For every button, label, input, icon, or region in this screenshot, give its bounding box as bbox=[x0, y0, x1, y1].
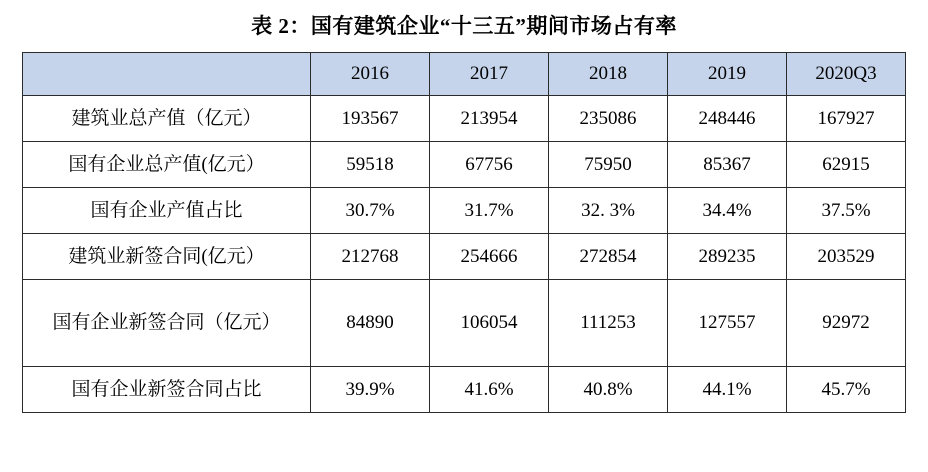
table-cell: 30.7% bbox=[311, 188, 430, 234]
column-header-2020q3: 2020Q3 bbox=[787, 53, 906, 96]
table-row bbox=[23, 234, 906, 280]
row-label: 国有企业新签合同（亿元） bbox=[23, 280, 311, 367]
table-cell: 193567 bbox=[311, 96, 430, 142]
table-cell: 32. 3% bbox=[549, 188, 668, 234]
market-share-table bbox=[22, 52, 906, 413]
table-cell: 44.1% bbox=[668, 367, 787, 413]
table-cell: 37.5% bbox=[787, 188, 906, 234]
table-cell: 31.7% bbox=[430, 188, 549, 234]
table-container bbox=[0, 52, 928, 413]
row-label: 国有企业新签合同占比 bbox=[23, 367, 311, 413]
row-label: 国有企业产值占比 bbox=[23, 188, 311, 234]
table-cell: 167927 bbox=[787, 96, 906, 142]
table-cell: 127557 bbox=[668, 280, 787, 367]
table-cell: 45.7% bbox=[787, 367, 906, 413]
row-label: 建筑业总产值（亿元） bbox=[23, 96, 311, 142]
table-corner-cell bbox=[23, 53, 311, 96]
table-cell: 41.6% bbox=[430, 367, 549, 413]
table-header bbox=[23, 53, 906, 96]
table-cell: 203529 bbox=[787, 234, 906, 280]
column-header-2018: 2018 bbox=[549, 53, 668, 96]
table-header-row bbox=[23, 53, 906, 96]
row-label: 建筑业新签合同(亿元） bbox=[23, 234, 311, 280]
table-row bbox=[23, 367, 906, 413]
table-cell: 213954 bbox=[430, 96, 549, 142]
table-cell: 254666 bbox=[430, 234, 549, 280]
row-label: 国有企业总产值(亿元） bbox=[23, 142, 311, 188]
table-cell: 84890 bbox=[311, 280, 430, 367]
table-row bbox=[23, 280, 906, 367]
column-header-2019: 2019 bbox=[668, 53, 787, 96]
table-cell: 39.9% bbox=[311, 367, 430, 413]
table-cell: 34.4% bbox=[668, 188, 787, 234]
table-row bbox=[23, 188, 906, 234]
table-cell: 235086 bbox=[549, 96, 668, 142]
table-row bbox=[23, 142, 906, 188]
table-caption: 表 2：国有建筑企业“十三五”期间市场占有率 bbox=[251, 14, 677, 38]
table-cell: 62915 bbox=[787, 142, 906, 188]
table-cell: 272854 bbox=[549, 234, 668, 280]
table-cell: 75950 bbox=[549, 142, 668, 188]
table-cell: 85367 bbox=[668, 142, 787, 188]
column-header-2016: 2016 bbox=[311, 53, 430, 96]
table-cell: 40.8% bbox=[549, 367, 668, 413]
table-cell: 289235 bbox=[668, 234, 787, 280]
table-cell: 92972 bbox=[787, 280, 906, 367]
table-cell: 106054 bbox=[430, 280, 549, 367]
table-cell: 212768 bbox=[311, 234, 430, 280]
table-cell: 111253 bbox=[549, 280, 668, 367]
table-row bbox=[23, 96, 906, 142]
column-header-2017: 2017 bbox=[430, 53, 549, 96]
table-cell: 248446 bbox=[668, 96, 787, 142]
table-body bbox=[23, 96, 906, 413]
table-cell: 59518 bbox=[311, 142, 430, 188]
table-cell: 67756 bbox=[430, 142, 549, 188]
